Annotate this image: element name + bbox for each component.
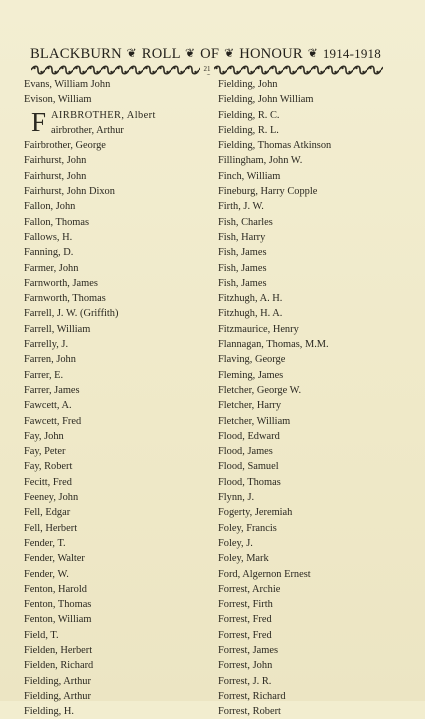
title-word-blackburn: BLACKBURN	[30, 46, 122, 62]
roll-entry: Forrest, J. R.	[218, 675, 272, 687]
roll-entry: Fanning, D.	[24, 247, 74, 259]
roll-entry: Flood, Samuel	[218, 461, 279, 473]
roll-entry: Forrest, Archie	[218, 583, 281, 595]
roll-entry: Flynn, J.	[218, 492, 255, 504]
roll-entry: Flood, James	[218, 446, 273, 458]
roll-entry: Forrest, James	[218, 644, 279, 656]
roll-entry: Farmer, John	[24, 262, 79, 274]
roll-entry: Fish, James	[218, 277, 267, 289]
fleuron-icon: ❦	[185, 46, 196, 60]
roll-entry: Ford, Algernon Ernest	[218, 568, 311, 580]
roll-entry: Foley, J.	[218, 537, 253, 549]
roll-entry: Fielding, John William	[218, 94, 314, 106]
roll-entry: Fielding, Thomas Atkinson	[218, 140, 332, 152]
title-word-roll: ROLL	[141, 46, 181, 62]
roll-entry: Fender, Walter	[24, 553, 85, 565]
fleuron-icon: ❦	[126, 46, 137, 60]
roll-entry: Fallows, H.	[24, 231, 73, 243]
fleuron-icon: ❦	[307, 46, 318, 60]
roll-entry: Farrer, E.	[24, 369, 64, 381]
roll-entry: Fitzhugh, A. H.	[218, 293, 283, 305]
roll-entry: Farnworth, Thomas	[24, 293, 106, 305]
roll-entry: Fielding, John	[218, 79, 278, 90]
roll-entry: Firth, J. W.	[218, 201, 264, 213]
page-number: 21	[200, 64, 214, 74]
roll-entry: Fish, James	[218, 262, 267, 274]
roll-entry: Farrell, J. W. (Griffith)	[24, 308, 119, 320]
roll-entry: Fallon, John	[24, 201, 76, 213]
roll-entry: Forrest, John	[218, 660, 273, 672]
roll-entry: Farnworth, James	[24, 277, 98, 289]
title-word-honour: HONOUR	[239, 46, 303, 62]
roll-entry: Foley, Mark	[218, 553, 269, 565]
roll-entry: Fogerty, Jeremiah	[218, 507, 293, 519]
roll-entry: Fish, Charles	[218, 216, 273, 228]
roll-entry: Fairbrother, George	[24, 140, 106, 152]
roll-entry: Feeney, John	[24, 492, 79, 504]
roll-entry: Forrest, Robert	[218, 706, 281, 718]
roll-entry: Forrest, Fred	[218, 614, 272, 626]
roll-entry: Field, T.	[24, 629, 59, 641]
roll-entry: Fecitt, Fred	[24, 476, 72, 488]
roll-entry: Fielding, Arthur	[24, 675, 91, 687]
roll-entry: Fenton, William	[24, 614, 92, 626]
roll-entry: Flood, Thomas	[218, 476, 281, 488]
roll-entry: Fielden, Herbert	[24, 644, 93, 656]
roll-entry: Fairhurst, John	[24, 155, 87, 167]
right-name-column	[218, 77, 331, 719]
drop-cap-initial: F	[31, 106, 47, 137]
roll-entry: Foley, Francis	[218, 522, 277, 534]
roll-entry: Farrell, William	[24, 323, 91, 335]
roll-entry: Fillingham, John W.	[218, 155, 303, 167]
roll-entry: Farrelly, J.	[24, 339, 69, 351]
roll-entry: Fielden, Richard	[24, 660, 94, 672]
roll-entry: Fenton, Harold	[24, 583, 87, 595]
title-years: 1914-1918	[322, 46, 381, 61]
roll-entry: Finch, William	[218, 170, 281, 182]
roll-entry: Fitzhugh, H. A.	[218, 308, 283, 320]
roll-entry: Fallon, Thomas	[24, 216, 90, 228]
roll-entry: Fenton, Thomas	[24, 599, 92, 611]
roll-entry: Fay, Peter	[24, 446, 66, 458]
roll-entry: Fish, James	[218, 247, 267, 259]
roll-entry: Fairhurst, John	[24, 170, 87, 182]
roll-entry: Fender, T.	[24, 537, 66, 549]
left-name-column	[24, 77, 156, 719]
roll-entry: Fish, Harry	[218, 231, 266, 243]
roll-entry-text: AIRBROTHER, Albert	[51, 109, 156, 121]
roll-entry: Fleming, James	[218, 369, 284, 381]
roll-entry: Fay, John	[24, 430, 64, 442]
roll-entry: Fletcher, William	[218, 415, 291, 427]
roll-entry: Fender, W.	[24, 568, 69, 580]
roll-entry: Forrest, Richard	[218, 690, 286, 702]
roll-entry: Fay, Robert	[24, 461, 73, 473]
roll-entry: Fell, Herbert	[24, 522, 78, 534]
page-title	[30, 46, 400, 63]
roll-entry: Forrest, Fred	[218, 629, 272, 641]
roll-entry: Fairhurst, John Dixon	[24, 186, 115, 198]
roll-entry: Fielding, R. C.	[218, 109, 280, 121]
roll-entry: Fielding, R. L.	[218, 124, 279, 136]
roll-entry: Evison, William	[24, 94, 92, 106]
fleuron-icon: ❦	[224, 46, 235, 60]
roll-entry: Flannagan, Thomas, M.M.	[218, 339, 329, 351]
roll-entry: Forrest, Firth	[218, 599, 273, 611]
roll-entry: Fielding, Arthur	[24, 690, 91, 702]
roll-entry: Fawcett, Fred	[24, 415, 82, 427]
roll-entry: Fell, Edgar	[24, 507, 71, 519]
roll-entry: Fletcher, Harry	[218, 400, 282, 412]
roll-entry-text: airbrother, Arthur	[51, 124, 124, 136]
roll-entry: Flaving, George	[218, 354, 286, 366]
roll-entry: Fletcher, George W.	[218, 384, 302, 396]
roll-entry: Fitzmaurice, Henry	[218, 323, 299, 335]
roll-entry: Fielding, H.	[24, 706, 74, 718]
roll-entry: Flood, Edward	[218, 430, 280, 442]
roll-entry: Fawcett, A.	[24, 400, 72, 412]
roll-entry: Farrer, James	[24, 384, 80, 396]
roll-entry: Fineburg, Harry Copple	[218, 186, 318, 198]
roll-entry: Evans, William John	[24, 79, 111, 90]
title-word-of: OF	[200, 46, 220, 62]
roll-entry: Farren, John	[24, 354, 76, 366]
